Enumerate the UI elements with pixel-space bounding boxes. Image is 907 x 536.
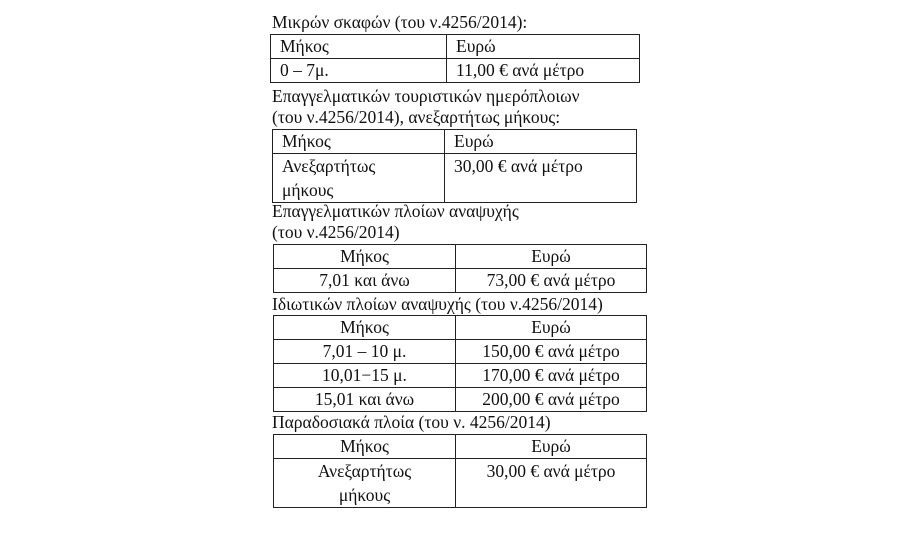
cell-length: 15,01 και άνω <box>274 388 456 412</box>
caption-line: Επαγγελματικών πλοίων αναψυχής <box>272 201 519 221</box>
table-header-row <box>271 35 640 59</box>
fee-table-day-cruisers <box>272 129 637 203</box>
table-row <box>273 154 637 203</box>
table-header-row <box>274 435 647 459</box>
table-header-row <box>274 245 647 269</box>
header-length: Μήκος <box>271 35 447 59</box>
cell-length: 0 – 7μ. <box>271 59 447 83</box>
caption-line: Παραδοσιακά πλοία (του ν. 4256/2014) <box>272 412 551 432</box>
table-row <box>274 269 647 293</box>
caption-line: Επαγγελματικών τουριστικών ημερόπλοιων <box>272 86 580 106</box>
table-row <box>274 388 647 412</box>
header-euro: Ευρώ <box>445 130 637 154</box>
cell-price: 150,00 € ανά μέτρο <box>456 340 647 364</box>
cell-price: 73,00 € ανά μέτρο <box>456 269 647 293</box>
section-caption-traditional-vessels <box>272 412 551 433</box>
fee-table-professional-pleasure-boats <box>273 244 647 293</box>
table-row <box>271 59 640 83</box>
caption-line: (του ν.4256/2014), ανεξαρτήτως μήκους: <box>272 107 561 127</box>
cell-length: 7,01 και άνω <box>274 269 456 293</box>
caption-line: Μικρών σκαφών (του ν.4256/2014): <box>272 12 528 32</box>
cell-price: 200,00 € ανά μέτρο <box>456 388 647 412</box>
cell-length: 10,01−15 μ. <box>274 364 456 388</box>
table-row <box>274 459 647 508</box>
fee-table-traditional-vessels <box>273 434 647 508</box>
fee-table-small-vessels <box>270 34 640 83</box>
section-caption-private-pleasure-boats <box>272 294 603 315</box>
header-length: Μήκος <box>274 245 456 269</box>
table-header-row <box>273 130 637 154</box>
cell-price: 11,00 € ανά μέτρο <box>447 59 640 83</box>
cell-price: 30,00 € ανά μέτρο <box>456 459 647 508</box>
section-caption-day-cruisers <box>272 86 580 128</box>
header-euro: Ευρώ <box>456 316 647 340</box>
header-euro: Ευρώ <box>447 35 640 59</box>
cell-length: Ανεξαρτήτως μήκους <box>273 154 445 203</box>
fee-table-private-pleasure-boats <box>273 315 647 412</box>
header-length: Μήκος <box>274 435 456 459</box>
header-euro: Ευρώ <box>456 245 647 269</box>
table-row <box>274 340 647 364</box>
caption-line: Ιδιωτικών πλοίων αναψυχής (του ν.4256/2014) <box>272 294 603 314</box>
table-header-row <box>274 316 647 340</box>
cell-price: 30,00 € ανά μέτρο <box>445 154 637 203</box>
section-caption-professional-pleasure-boats <box>272 201 519 243</box>
header-length: Μήκος <box>273 130 445 154</box>
cell-length: 7,01 – 10 μ. <box>274 340 456 364</box>
cell-price: 170,00 € ανά μέτρο <box>456 364 647 388</box>
cell-length: Ανεξαρτήτως μήκους <box>274 459 456 508</box>
header-length: Μήκος <box>274 316 456 340</box>
caption-line: (του ν.4256/2014) <box>272 222 400 242</box>
section-caption-small-vessels <box>272 12 527 33</box>
table-row <box>274 364 647 388</box>
header-euro: Ευρώ <box>456 435 647 459</box>
